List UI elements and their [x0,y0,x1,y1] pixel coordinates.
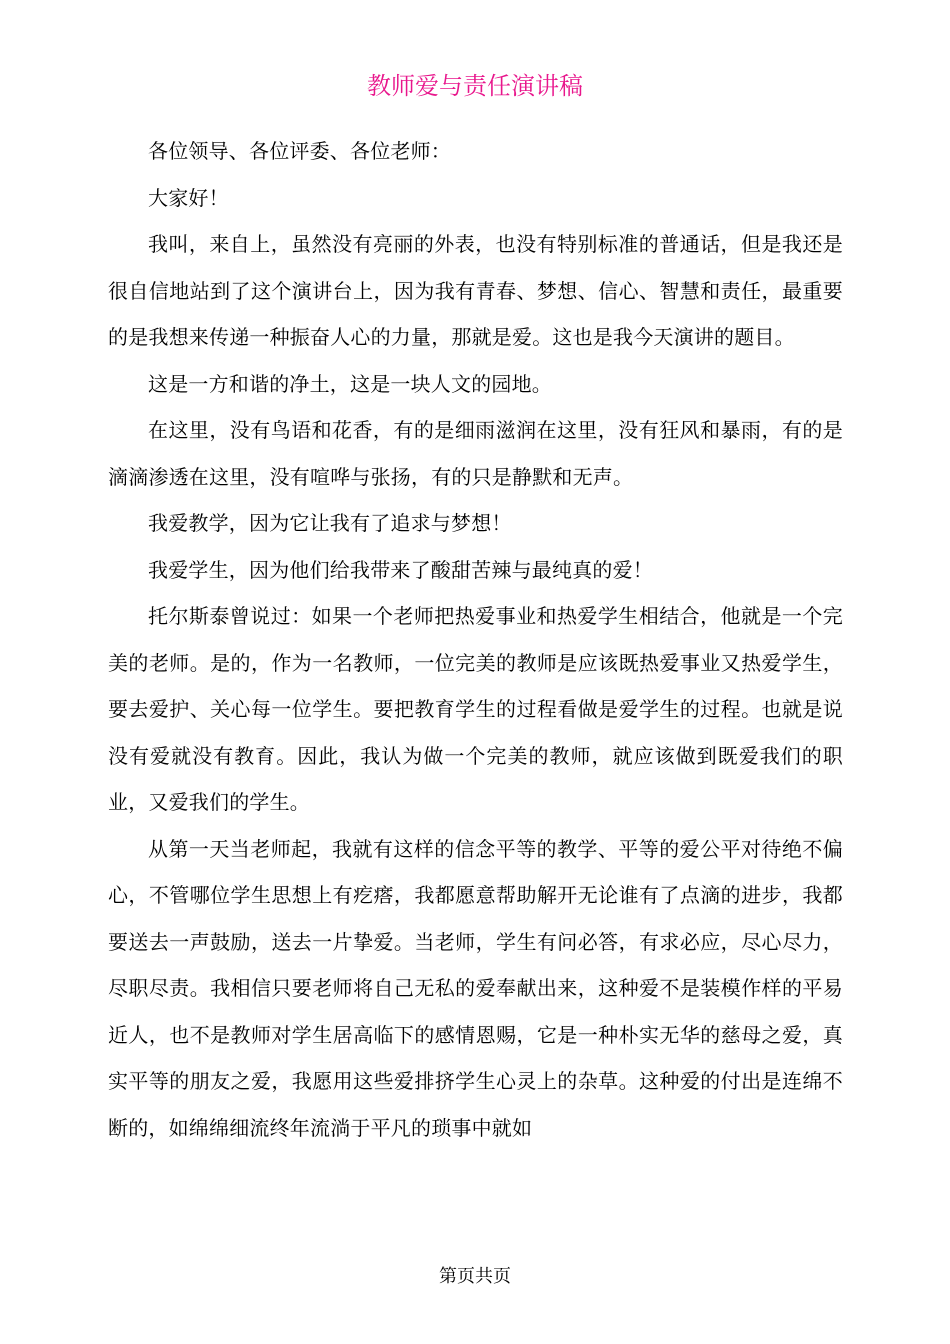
paragraph-salutation: 各位领导、各位评委、各位老师： [148,139,451,163]
paragraph-greeting: 大家好！ [148,185,229,210]
paragraph-pure-land: 这是一方和谐的净土，这是一块人文的园地。 [148,371,552,396]
paragraph-tolstoy: 托尔斯泰曾说过：如果一个老师把热爱事业和热爱学生相结合，他就是一个完美的老师。是的，作为一名教师，一位完美的教师是应该既热爱事业又热爱学生，要去爱护、关心每一位学生。要把教育学生的过程看做是爱学生的过程。也就是说没有爱就没有教育。因此，我认为做一个完美的教师，就应该做到既爱我们的职业，又爱我们的学生。 [108,604,843,814]
document-title: 教师爱与责任演讲稿 [367,72,583,100]
paragraph-love-teaching: 我爱教学，因为它让我有了追求与梦想！ [148,511,512,535]
paragraph-love-students: 我爱学生，因为他们给我带来了酸甜苦辣与最纯真的爱！ [148,557,653,582]
paragraph-here: 在这里，没有鸟语和花香，有的是细雨滋润在这里，没有狂风和暴雨，有的是滴滴渗透在这里，没有喧哗与张扬，有的只是静默和无声。 [108,418,843,489]
paragraph-first-day: 从第一天当老师起，我就有这样的信念平等的教学、平等的爱公平对待绝不偏心，不管哪位学生思想上有疙瘩，我都愿意帮助解开无论谁有了点滴的进步，我都要送去一声鼓励，送去一片挚爱。当老师，学生有问必答，有求必应，尽心尽力，尽职尽责。我相信只要老师将自己无私的爱奉献出来，这种爱不是装模作样的平易近人，也不是教师对学生居高临下的感情恩赐，它是一种朴实无华的慈母之爱，真实平等的朋友之爱，我愿用这些爱排挤学生心灵上的杂草。这种爱的付出是连绵不断的，如绵绵细流终年流淌于平凡的琐事中就如 [108,836,843,1140]
paragraph-introduction: 我叫，来自上，虽然没有亮丽的外表，也没有特别标准的普通话，但是我还是很自信地站到了这个演讲台上，因为我有青春、梦想、信心、智慧和责任，最重要的是我想来传递一种振奋人心的力量，那就是爱。这也是我今天演讲的题目。 [108,232,843,349]
page-footer: 第页共页 [439,1266,511,1287]
document-body [108,128,843,1151]
